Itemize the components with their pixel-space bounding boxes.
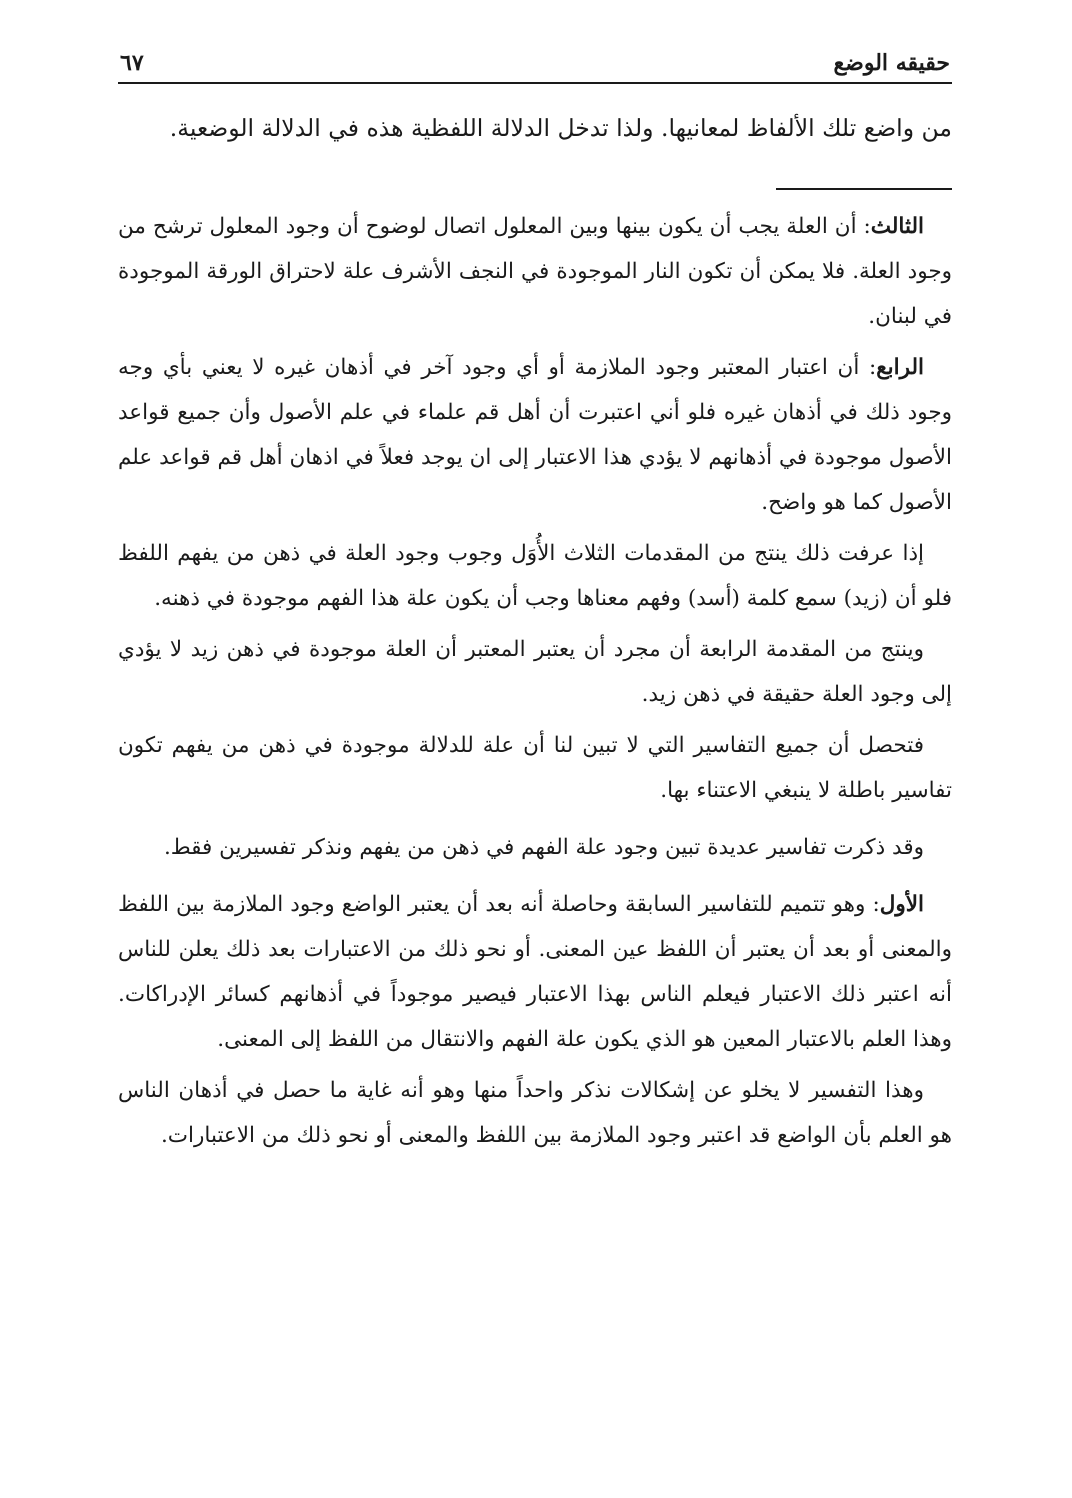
chapter-title: حقيقه الوضع [833, 50, 950, 76]
text-third: : أن العلة يجب أن يكون بينها وبين المعلول اتصال لوضوح أن وجود المعلول ترشح من وجود العلة. فلا يمكن أن تكون النار الموجودة في النجف الأشرف علة لاحتراق الورقة الموجودة في لبنان. [118, 214, 952, 329]
paragraph-conclusion: فتحصل أن جميع التفاسير التي لا تبين لنا أن علة للدلالة موجودة في ذهن من يفهم تكون تفاسير باطلة لا ينبغي الاعتناء بها. [118, 733, 952, 803]
lead-first: الأول [879, 892, 925, 917]
text-fourth: : أن اعتبار المعتبر وجود الملازمة أو أي وجود آخر في أذهان غيره لا يعني بأي وجه وجود ذلك في أذهان غيره فلو أني اعتبرت أن أهل قم علماء في علم الأصول وأن جميع قواعد الأصول موجودة في أذهانهم لا يؤدي هذا الاعتبار إلى ان يوجد فعلاً في اذهان أهل قم قواعد علم الأصول كما هو واضح. [118, 355, 952, 515]
notes-section [118, 204, 952, 1158]
header-divider [118, 82, 952, 84]
footnote-divider [776, 188, 952, 190]
lead-third: الثالث [870, 214, 924, 239]
paragraph-result-fourth: وينتج من المقدمة الرابعة أن مجرد أن يعتبر المعتبر أن العلة موجودة في ذهن زيد لا يؤدي إلى وجود العلة حقيقة في ذهن زيد. [118, 637, 952, 707]
paragraph-third [118, 204, 952, 339]
main-text [118, 98, 952, 158]
book-page [118, 36, 952, 1158]
text-first: : وهو تتميم للتفاسير السابقة وحاصلة أنه بعد أن يعتبر الواضع وجود الملازمة بين اللفظ والمعنى أو بعد أن يعتبر أن اللفظ عين المعنى. أو نحو ذلك من الاعتبارات بعد ذلك يعلن للناس أنه اعتبر ذلك الاعتبار فيعلم الناس بهذا الاعتبار فيصير موجوداً في أذهانهم كسائر الإدراكات. وهذا العلم بالاعتبار المعين هو الذي يكون علة الفهم والانتقال من اللفظ إلى المعنى. [118, 892, 952, 1052]
running-header [118, 36, 952, 80]
paragraph-fourth [118, 345, 952, 525]
intro-paragraph: من واضع تلك الألفاظ لمعانيها. ولذا تدخل الدلالة اللفظية هذه في الدلالة الوضعية. [169, 114, 952, 142]
paragraph-result-first-three: إذا عرفت ذلك ينتج من المقدمات الثلاث الأُوَل وجوب وجود العلة في ذهن من يفهم اللفظ فلو أن (زيد) سمع كلمة (أسد) وفهم معناها وجب أن يكون علة هذا الفهم موجودة في ذهنه. [118, 541, 952, 611]
lead-fourth: الرابع [876, 355, 924, 380]
page-number: ٦٧ [120, 50, 144, 76]
paragraph-first [118, 882, 952, 1062]
paragraph-objection: وهذا التفسير لا يخلو عن إشكالات نذكر واحداً منها وهو أنه غاية ما حصل في أذهان الناس هو العلم بأن الواضع قد اعتبر وجود الملازمة بين اللفظ والمعنى أو نحو ذلك من الاعتبارات. [118, 1078, 952, 1148]
paragraph-mention: وقد ذكرت تفاسير عديدة تبين وجود علة الفهم في ذهن من يفهم ونذكر تفسيرين فقط. [163, 835, 924, 860]
